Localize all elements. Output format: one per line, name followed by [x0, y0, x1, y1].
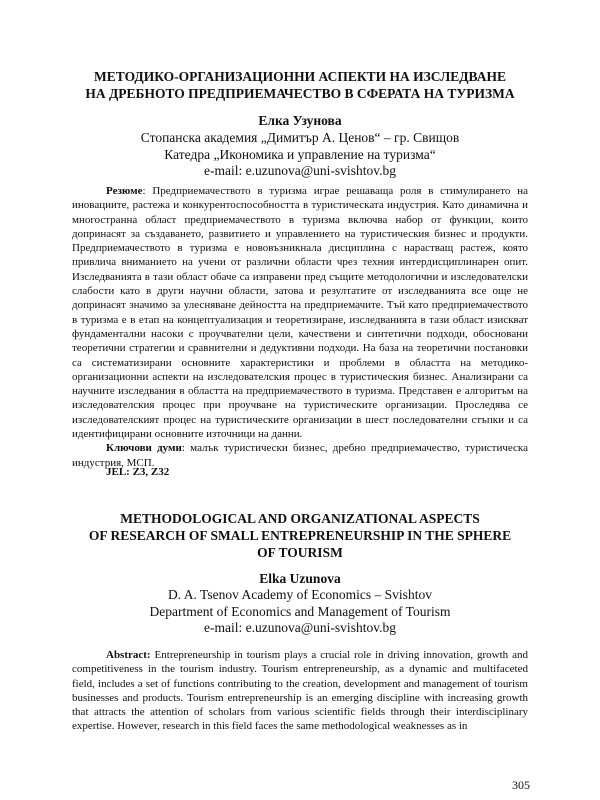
bg-abstract-paragraph [72, 184, 528, 441]
en-affiliation-line: D. A. Tsenov Academy of Economics – Svishtov [168, 587, 432, 602]
en-abstract-paragraph [72, 648, 528, 734]
jel-codes: JEL: Z3, Z32 [106, 466, 170, 478]
en-title-line: OF TOURISM [257, 545, 343, 560]
bg-author: Елка Узунова [258, 113, 342, 128]
bg-abstract-label: Резюме [106, 185, 143, 197]
bg-affiliation-line: Катедра „Икономика и управление на туризма“ [164, 146, 436, 162]
en-abstract-text: Entrepreneurship in tourism plays a crucial role in driving innovation, growth and competitiveness in the tourism industry. Tourism entrepreneurship, as a dynamic and multifaceted field, includes a set of functions contributing to the creation, development and management of tourism businesses and products. Tourism entrepreneurship is an emerging discipline with increasing growth that attracts the attention of scholars from various scientific fields through their interdisciplinary expertise. However, research in this field faces the same methodological weaknesses as in [72, 649, 528, 733]
bg-keywords-label: Ключови думи [106, 442, 182, 455]
bg-title-line: НА ДРЕБНОТО ПРЕДПРИЕМАЧЕСТВО В СФЕРАТА НА ТУРИЗМА [85, 86, 515, 101]
en-title [60, 510, 540, 561]
bg-affiliation-line: e-mail: e.uzunova@uni-svishtov.bg [204, 163, 396, 178]
bg-affiliation-line: Стопанска академия „Димитър А. Ценов“ – гр. Свищов [140, 130, 460, 145]
en-title-line: METHODOLOGICAL AND ORGANIZATIONAL ASPECTS [120, 511, 480, 526]
bg-title-line: МЕТОДИКО-ОРГАНИЗАЦИОННИ АСПЕКТИ НА ИЗСЛЕДВАНЕ [94, 69, 506, 84]
bg-keywords-text: : малък туристически бизнес, дребно предприемачество, туристическа индустрия, МСП. [72, 442, 528, 469]
en-affiliation [60, 587, 540, 637]
en-abstract [72, 648, 528, 734]
en-affiliation-line: e-mail: e.uzunova@uni-svishtov.bg [204, 620, 396, 635]
page-number: 305 [512, 778, 530, 792]
en-title-line: OF RESEARCH OF SMALL ENTREPRENEURSHIP IN THE SPHERE [88, 528, 512, 543]
bg-title [60, 68, 540, 102]
bg-affiliation [60, 130, 540, 180]
en-abstract-label: Abstract: [106, 649, 151, 661]
en-affiliation-line: Department of Economics and Management of Tourism [149, 603, 451, 619]
bg-abstract-text: : Предприемачеството в туризма играе решаваща роля в стимулирането на иновациите, растежа и конкурентоспособността в туристическата индустрия. Като динамична и многостранна област предприемачеството в туризма включва набор от функции, които допринасят за създаването, развитието и управлението на туристическия бизнес и продукти. Предприемачеството в туризма е нововъзникнала дисциплина с нарастващ растеж, която привлича вниманието на учени от различни области чрез техния интердисциплинарен опит. Изследванията в тази област обаче са изправени пред същите методологични и изследователски слабости като в други научни области, затова и резултатите от изследванията все още не допринасят значимо за улесняване дейността на предприемачите. Тъй като предприемачеството в туризма е в етап на концептуализация и теоретизиране, изследванията в тази област изискват фундаментални насоки с проучвателни цели, качествени и синтетични подходи, обосновани теоретични стратегии и сравнителни и дедуктивни подходи. На база на теоретични постановки са систематизирани основните характеристики и проблеми в областта на методико-организационни аспекти на изследователския процес в туристическия бизнес. Анализирани са научните изследвания в областта на предприемачеството в туризма. Представен е алгоритъм на изследователския процес при проучване на туристическите организации. Проследява се изследователският процес на туристическите организации в шест последователни стъпки и са идентифицирани основните източници на данни. [72, 185, 528, 441]
en-author: Elka Uzunova [259, 571, 341, 586]
bg-abstract [72, 184, 528, 470]
